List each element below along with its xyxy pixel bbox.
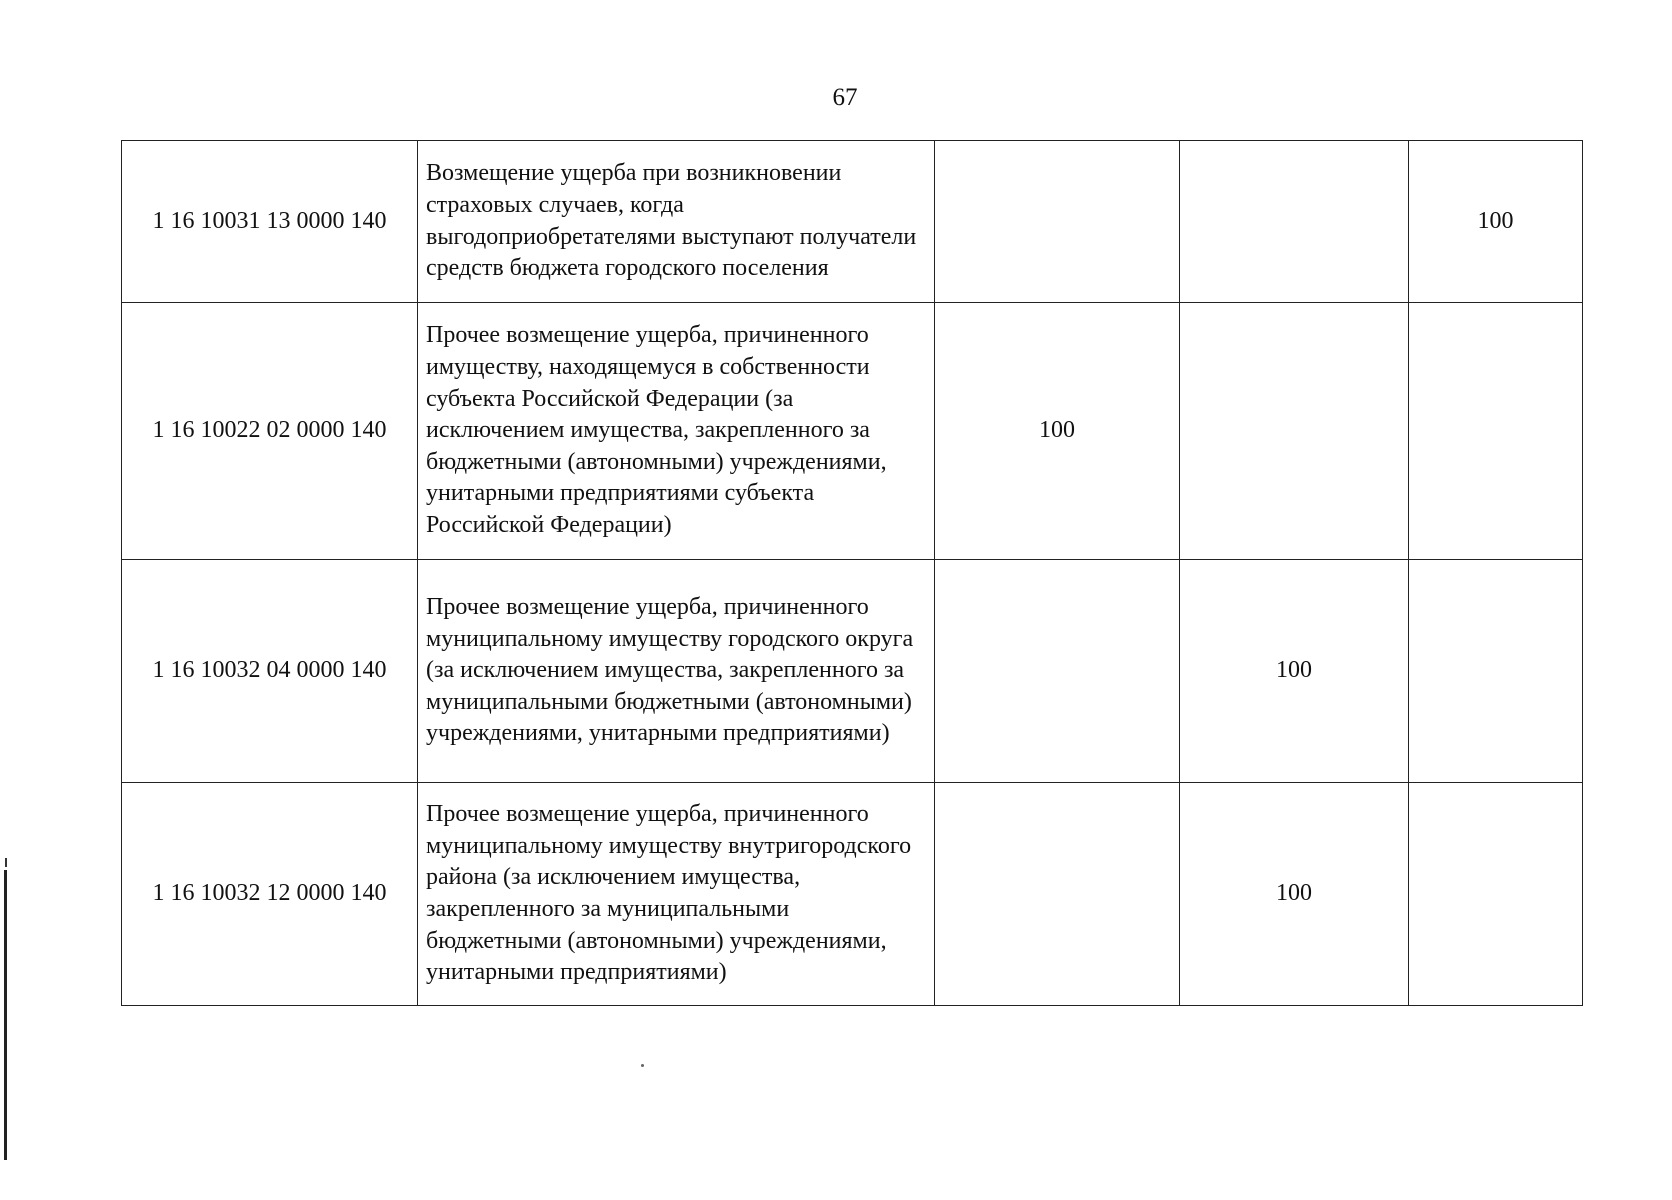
revenue-name-cell: Возмещение ущерба при возникновении страховых случаев, когда выгодоприобретателями выступают получатели средств бюджета городского поселения [418,141,935,303]
value-cell-col4 [1180,303,1409,560]
revenue-code-cell: 1 16 10032 12 0000 140 [122,783,418,1006]
value-cell-col5 [1409,303,1583,560]
value-cell-col3 [935,141,1180,303]
value-cell-col5 [1409,560,1583,783]
scan-artifact-line [4,870,7,1160]
value-cell-col5: 100 [1409,141,1583,303]
value-cell-col3: 100 [935,303,1180,560]
revenue-code-cell: 1 16 10031 13 0000 140 [122,141,418,303]
revenue-code-cell: 1 16 10032 04 0000 140 [122,560,418,783]
revenue-name-cell: Прочее возмещение ущерба, причиненного имуществу, находящемуся в собственности субъекта Российской Федерации (за исключением имущества, закрепленного за бюджетными (автономными) учреждениями, унитарными предприятиями субъекта Российской Федерации) [418,303,935,560]
revenue-name-cell: Прочее возмещение ущерба, причиненного муниципальному имуществу городского округа (за исключением имущества, закрепленного за муниципальными бюджетными (автономными) учреждениями, унитарными предприятиями) [418,560,935,783]
table-row [122,560,1583,783]
page-number: 67 [832,84,858,111]
table-row [122,783,1583,1006]
revenue-code-cell: 1 16 10022 02 0000 140 [122,303,418,560]
table-row [122,303,1583,560]
value-cell-col4 [1180,141,1409,303]
budget-revenue-table [121,140,1583,1006]
value-cell-col5 [1409,783,1583,1006]
value-cell-col3 [935,560,1180,783]
value-cell-col3 [935,783,1180,1006]
value-cell-col4: 100 [1180,783,1409,1006]
revenue-name-cell: Прочее возмещение ущерба, причиненного муниципальному имуществу внутригородского района (за исключением имущества, закрепленного за муниципальными бюджетными (автономными) учреждениями, унитарными предприятиями) [418,783,935,1006]
table-row [122,141,1583,303]
scan-artifact-mark [5,858,7,867]
value-cell-col4: 100 [1180,560,1409,783]
scan-artifact-dot [641,1064,644,1067]
